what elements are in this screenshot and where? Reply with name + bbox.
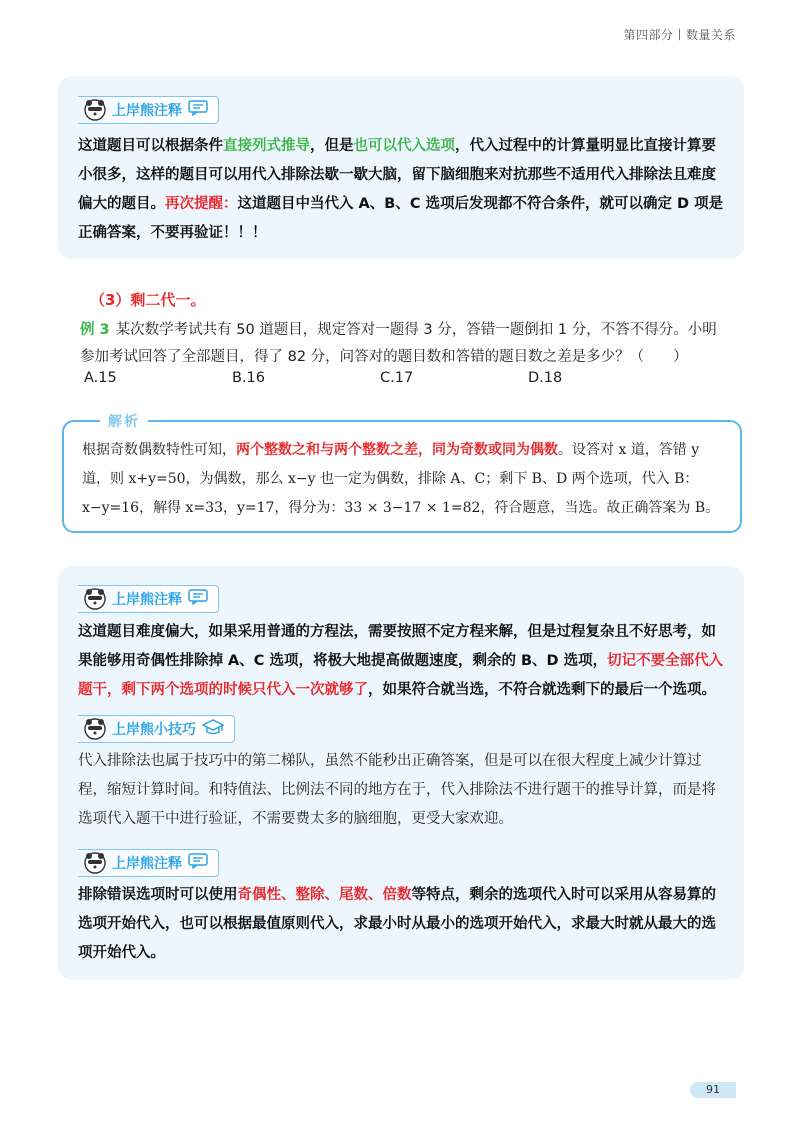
option-a: A.15 <box>84 370 117 386</box>
graduation-cap-icon <box>202 719 224 739</box>
example-label: 例 3 <box>80 322 110 338</box>
page-number: 91 <box>690 1082 736 1098</box>
speech-bubble-icon <box>188 853 208 873</box>
tip-tag-label: 上岸熊小技巧 <box>112 722 196 738</box>
emphasis-text: 也可以代入选项 <box>353 138 455 154</box>
text-segment: 这道题目可以根据条件 <box>78 138 223 154</box>
text-segment: ，代入过程中的计算量明显比直接计算要小很多，这样的题目可以用代入排除法歇一歇大脑，留下脑细胞来对抗那些不适用代入排除法且难度偏大的题目。 <box>78 138 716 212</box>
option-d: D.18 <box>528 370 563 386</box>
text-segment: 等特点，剩余的选项代入时可以采用从容易算的选项开始代入，也可以根据最值原则代入，求最小时从最小的选项开始代入，求最大时就从最大的选项开始代入。 <box>78 887 716 961</box>
text-segment: 根据奇数偶数特性可知， <box>82 442 236 458</box>
annotation-tag-3 <box>78 849 219 877</box>
answer-options <box>84 370 704 386</box>
speech-bubble-icon <box>188 589 208 609</box>
annotation-tag-label: 上岸熊注释 <box>112 592 182 608</box>
annotation-box-2 <box>58 566 744 980</box>
annotation-tag-label: 上岸熊注释 <box>112 856 182 872</box>
bear-mascot-icon <box>84 99 106 121</box>
emphasis-text: 再次提醒： <box>165 196 238 212</box>
text-segment: 。设答对 x 道，答错 y 道，则 x+y=50，为偶数，那么 x−y 也一定为偶数，排除 A、C；剩下 B、D 两个选项，代入 B：x−y=16，解得 x=33，y=17，得分为：33 × 3−17 × 1=82，符合题意，当选。故正确答案为 B。 <box>82 442 720 516</box>
annotation-text-2 <box>78 618 728 705</box>
speech-bubble-icon <box>188 100 208 120</box>
option-c: C.17 <box>380 370 414 386</box>
text-segment: 排除错误选项时可以使用 <box>78 887 238 903</box>
page-header: 第四部分丨数量关系 <box>623 28 736 42</box>
emphasis-text: 切记不要全部代入题干，剩下两个选项的时候只代入一次就够了 <box>78 653 724 698</box>
bear-mascot-icon <box>84 852 106 874</box>
annotation-box-1 <box>58 76 744 259</box>
bear-mascot-icon <box>84 588 106 610</box>
text-segment: ，但是 <box>310 138 354 154</box>
analysis-box <box>62 414 742 533</box>
text-segment: ，如果符合就当选，不符合就选剩下的最后一个选项。 <box>368 682 716 698</box>
annotation-tag-1 <box>78 96 219 124</box>
text-segment: 这道题目难度偏大，如果采用普通的方程法，需要按照不定方程来解，但是过程复杂且不好思考，如果能够用奇偶性排除掉 A、C 选项，将极大地提高做题速度，剩余的 B、D 选项， <box>78 624 716 669</box>
annotation-tag-label: 上岸熊注释 <box>112 103 182 119</box>
tip-text: 代入排除法也属于技巧中的第二梯队，虽然不能秒出正确答案，但是可以在很大程度上减少计算过程，缩短计算时间。和特值法、比例法不同的地方在于，代入排除法不进行题干的推导计算，而是将选项代入题干中进行验证，不需要费太多的脑细胞，更受大家欢迎。 <box>78 753 716 827</box>
section-subheading: （3）剩二代一。 <box>90 291 206 309</box>
text-segment: 这道题目中当代入 A、B、C 选项后发现都不符合条件，就可以确定 D 项是正确答案，不要再验证！！！ <box>78 196 724 241</box>
bear-mascot-icon <box>84 718 106 740</box>
analysis-text <box>82 436 728 523</box>
option-b: B.16 <box>232 370 266 386</box>
analysis-label: 解析 <box>100 411 148 431</box>
example-3 <box>80 317 720 371</box>
tip-tag <box>78 715 235 743</box>
example-question: 某次数学考试共有 50 道题目，规定答对一题得 3 分，答错一题倒扣 1 分，不答不得分。小明参加考试回答了全部题目，得了 82 分，问答对的题目数和答错的题目数之差是多少？（ ） <box>80 322 717 365</box>
annotation-tag-2 <box>78 585 219 613</box>
annotation-text-3 <box>78 881 728 968</box>
emphasis-text: 直接列式推导 <box>223 138 310 154</box>
emphasis-text: 奇偶性、整除、尾数、倍数 <box>237 887 412 903</box>
emphasis-text: 两个整数之和与两个整数之差，同为奇数或同为偶数 <box>236 442 558 458</box>
annotation-text-1 <box>78 132 728 248</box>
